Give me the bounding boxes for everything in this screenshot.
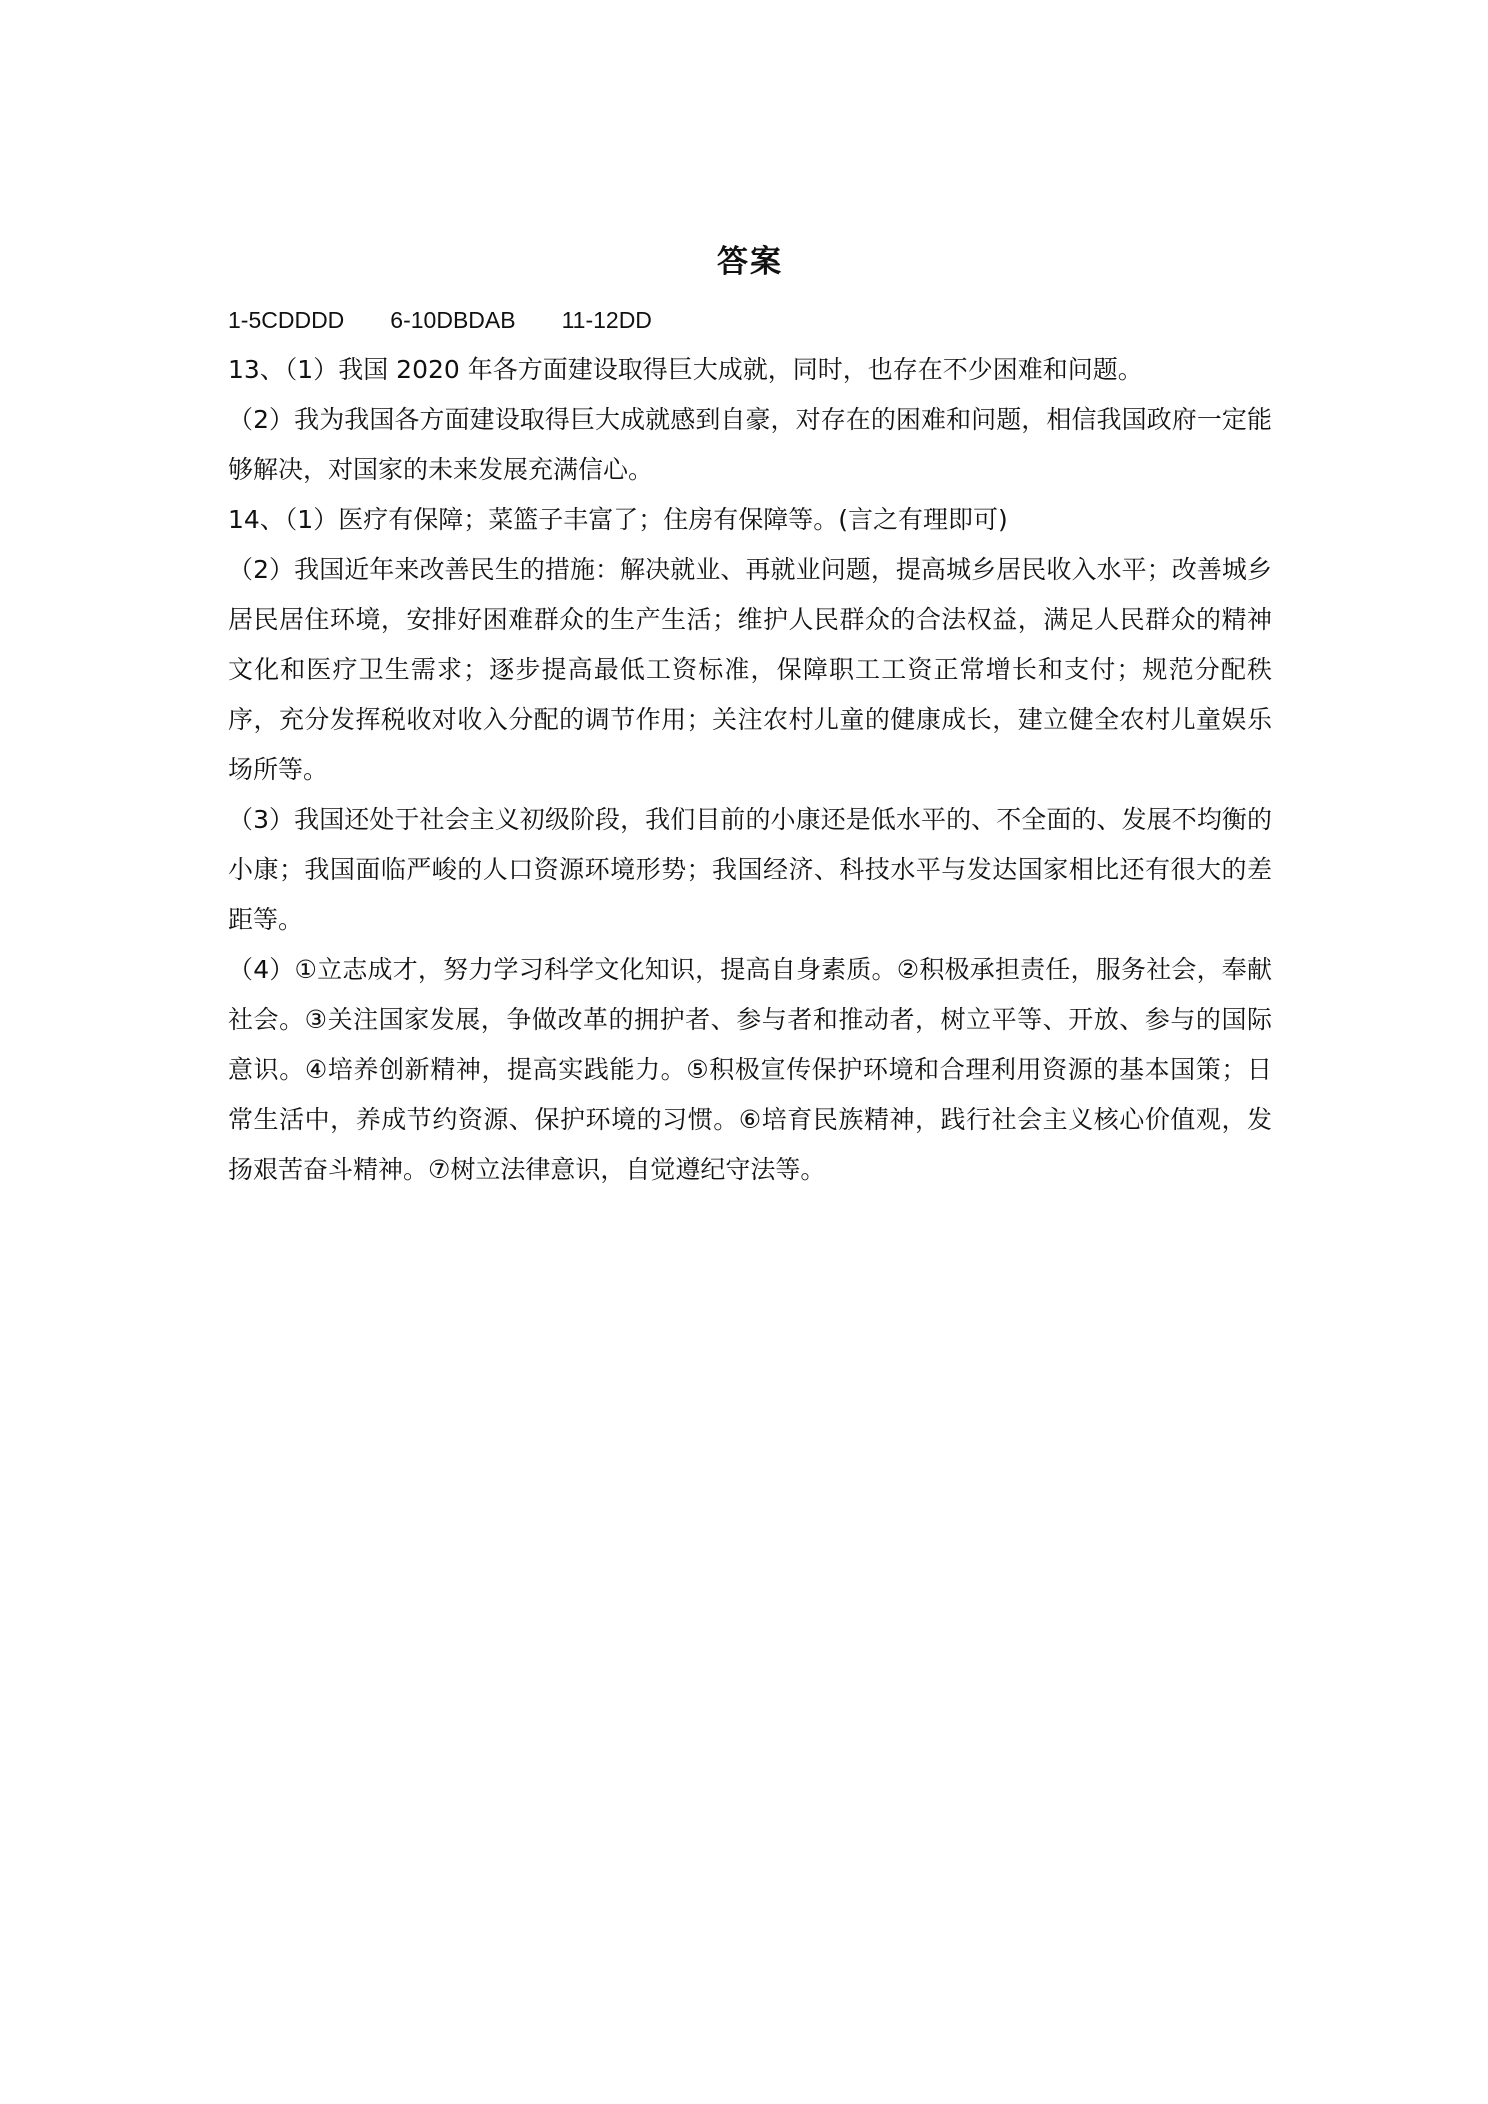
mc-answer-group-2: 6-10DBDAB	[390, 307, 516, 333]
q14-part2: （2）我国近年来改善民生的措施：解决就业、再就业问题，提高城乡居民收入水平；改善城乡居民居住环境，安排好困难群众的生产生活；维护人民群众的合法权益，满足人民群众的精神文化和医疗卫生需求；逐步提高最低工资标准，保障职工工资正常增长和支付；规范分配秩序，充分发挥税收对收入分配的调节作用；关注农村儿童的健康成长，建立健全农村儿童娱乐场所等。	[228, 555, 1272, 784]
page-title: 答案	[717, 244, 783, 280]
mc-answer-group-3: 11-12DD	[561, 307, 652, 333]
q13-part2: （2）我为我国各方面建设取得巨大成就感到自豪，对存在的困难和问题，相信我国政府一定能够解决，对国家的未来发展充满信心。	[228, 405, 1272, 484]
q14-part3: （3）我国还处于社会主义初级阶段，我们目前的小康还是低水平的、不全面的、发展不均衡的小康；我国面临严峻的人口资源环境形势；我国经济、科技水平与发达国家相比还有很大的差距等。	[228, 805, 1272, 934]
mc-answer-group-1: 1-5CDDDD	[228, 307, 345, 333]
q13-part1: 13、（1）我国 2020 年各方面建设取得巨大成就，同时，也存在不少困难和问题。	[228, 355, 1143, 384]
answer-page	[228, 236, 1272, 1195]
multiple-choice-answers	[228, 295, 1272, 345]
q14-part4: （4）①立志成才，努力学习科学文化知识，提高自身素质。②积极承担责任，服务社会，奉献社会。③关注国家发展，争做改革的拥护者、参与者和推动者，树立平等、开放、参与的国际意识。④培养创新精神，提高实践能力。⑤积极宣传保护环境和合理利用资源的基本国策；日常生活中，养成节约资源、保护环境的习惯。⑥培育民族精神，践行社会主义核心价值观，发扬艰苦奋斗精神。⑦树立法律意识，自觉遵纪守法等。	[228, 955, 1272, 1184]
q14-part1: 14、（1）医疗有保障；菜篮子丰富了；住房有保障等。(言之有理即可)	[228, 505, 1008, 534]
